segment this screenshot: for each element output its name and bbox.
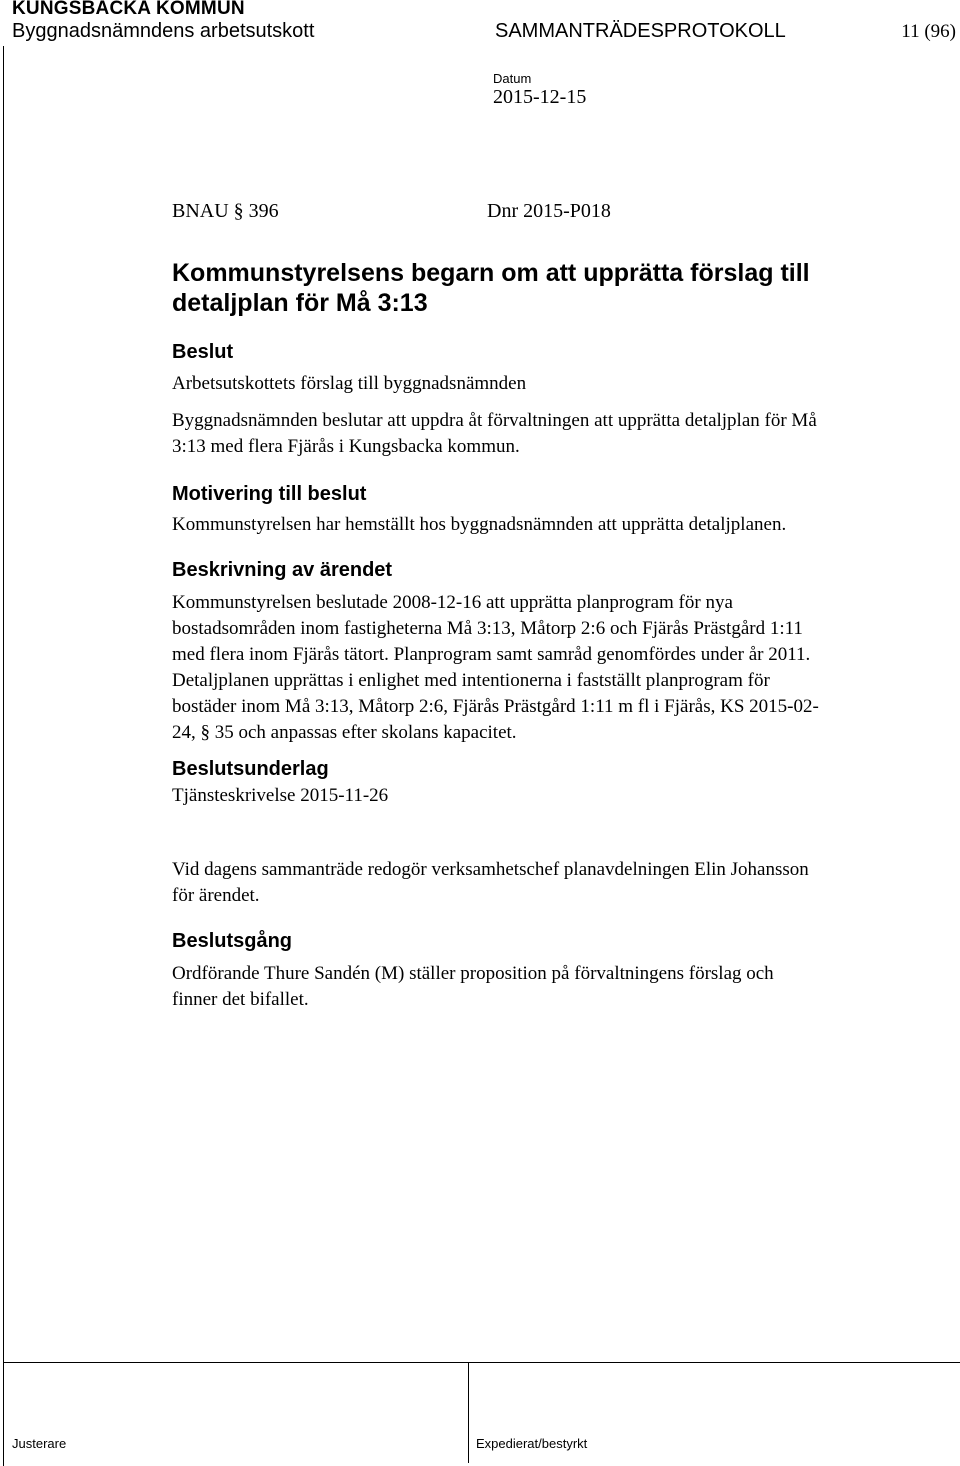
footer-expedierat-label: Expedierat/bestyrkt [476, 1436, 588, 1451]
beskrivning-line-3: med flera inom Fjärås tätort. Planprogram samt samråd genomfördes under år 2011. [172, 644, 811, 665]
document-type: SAMMANTRÄDESPROTOKOLL [495, 20, 786, 42]
case-number: BNAU § 396 [172, 200, 279, 222]
left-margin-rule [3, 46, 4, 1466]
beskrivning-line-2: bostadsområden inom fastigheterna Må 3:13, Måtorp 2:6 och Fjärås Prästgård 1:11 [172, 618, 803, 639]
case-title [172, 258, 872, 318]
section-heading-beslutsunderlag: Beslutsunderlag [172, 758, 329, 780]
motivering-text: Kommunstyrelsen har hemställt hos byggnadsnämnden att upprätta detaljplanen. [172, 514, 787, 535]
footer-top-rule [3, 1362, 960, 1363]
beslut-text-line-1: Byggnadsnämnden beslutar att uppdra åt förvaltningen att upprätta detaljplan för Må [172, 410, 817, 431]
footer-justerare-label: Justerare [12, 1436, 67, 1451]
section-heading-beslut: Beslut [172, 341, 234, 363]
committee-name: Byggnadsnämndens arbetsutskott [12, 20, 315, 42]
redogorelse-line-1: Vid dagens sammanträde redogör verksamhetschef planavdelningen Elin Johansson [172, 859, 809, 880]
case-reference-row [172, 200, 611, 223]
beslutsunderlag-text: Tjänsteskrivelse 2015-11-26 [172, 785, 389, 806]
beslutsgang-line-2: finner det bifallet. [172, 989, 309, 1010]
date-label: Datum [493, 71, 532, 86]
beskrivning-line-5: bostäder inom Må 3:13, Måtorp 2:6, Fjärås Prästgård 1:11 m fl i Fjärås, KS 2015-02- [172, 696, 819, 717]
beskrivning-line-1: Kommunstyrelsen beslutade 2008-12-16 att upprätta planprogram för nya [172, 592, 733, 613]
case-title-line-2: detaljplan för Må 3:13 [172, 289, 428, 317]
section-heading-beslutsgang: Beslutsgång [172, 930, 293, 952]
beskrivning-line-4: Detaljplanen upprättas i enlighet med intentionerna i fastställt planprogram för [172, 670, 770, 691]
beslut-subheading: Arbetsutskottets förslag till byggnadsnämnden [172, 373, 527, 394]
dnr-number: Dnr 2015-P018 [487, 200, 611, 222]
redogorelse-line-2: för ärendet. [172, 885, 260, 906]
case-title-line-1: Kommunstyrelsens begarn om att upprätta förslag till [172, 259, 810, 287]
beskrivning-line-6: 24, § 35 och anpassas efter skolans kapacitet. [172, 722, 517, 743]
organization-name: KUNGSBACKA KOMMUN [12, 0, 245, 19]
beslut-text-line-2: 3:13 med flera Fjärås i Kungsbacka kommun. [172, 436, 520, 457]
date-value: 2015-12-15 [493, 86, 587, 108]
page-number: 11 (96) [901, 21, 956, 42]
footer-divider [468, 1362, 469, 1463]
section-heading-beskrivning: Beskrivning av ärendet [172, 559, 393, 581]
section-heading-motivering: Motivering till beslut [172, 483, 367, 505]
beslutsgang-line-1: Ordförande Thure Sandén (M) ställer proposition på förvaltningens förslag och [172, 963, 774, 984]
